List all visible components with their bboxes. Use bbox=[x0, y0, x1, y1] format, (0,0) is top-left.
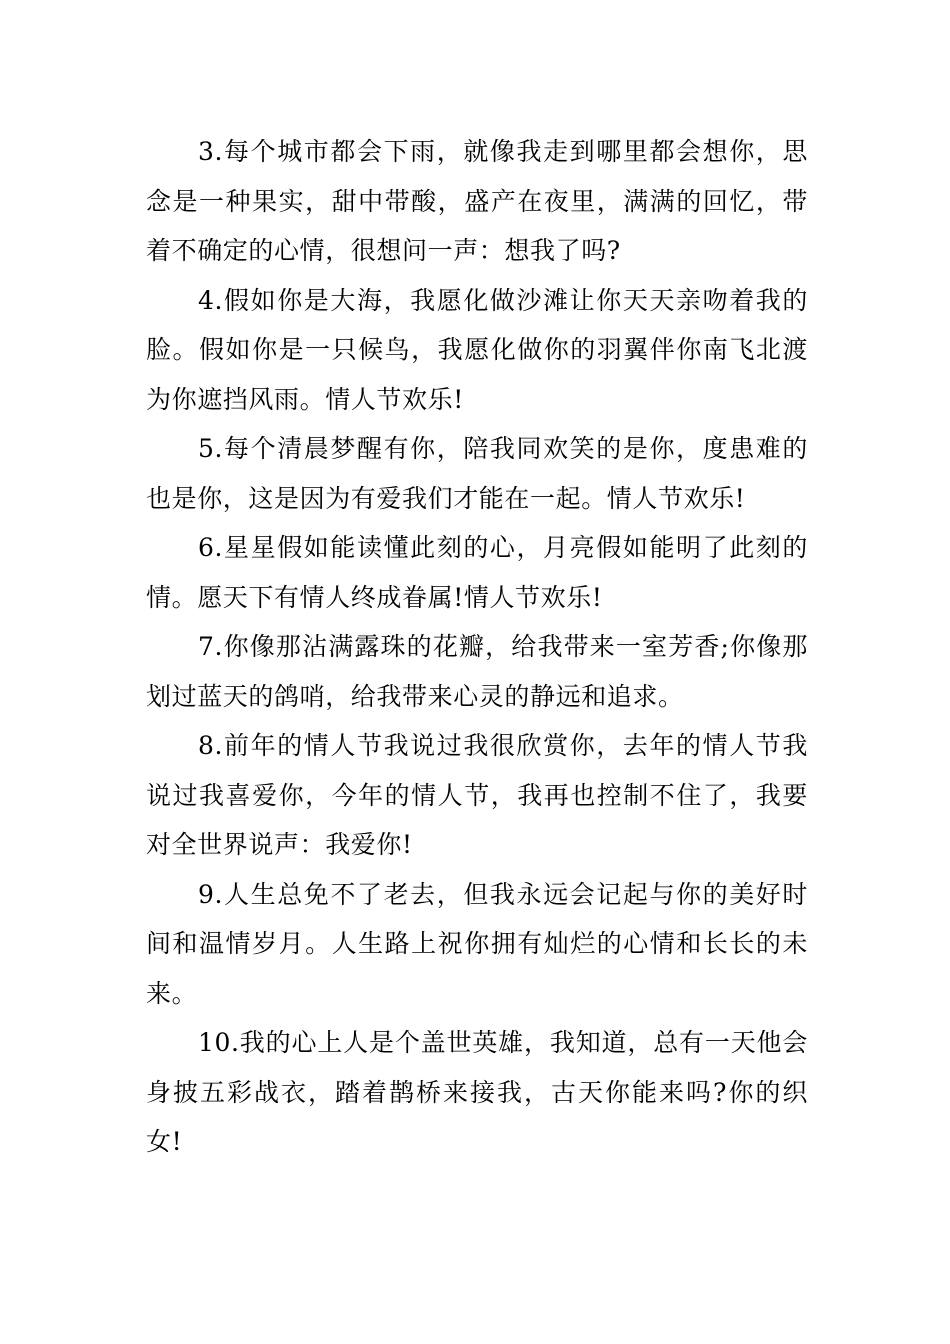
paragraph-10: 10.我的心上人是个盖世英雄，我知道，总有一天他会身披五彩战衣，踏着鹊桥来接我，古天你能来吗?你的织女! bbox=[146, 1028, 808, 1156]
paragraph-3: 3.每个城市都会下雨，就像我走到哪里都会想你，思念是一种果实，甜中带酸，盛产在夜里，满满的回忆，带着不确定的心情，很想问一声：想我了吗? bbox=[146, 137, 808, 265]
paragraph-9: 9.人生总免不了老去，但我永远会记起与你的美好时间和温情岁月。人生路上祝你拥有灿烂的心情和长长的未来。 bbox=[146, 879, 808, 1008]
paragraph-5: 5.每个清晨梦醒有你，陪我同欢笑的是你，度患难的也是你，这是因为有爱我们才能在一起。情人节欢乐! bbox=[146, 434, 808, 513]
document-body bbox=[146, 127, 808, 1167]
paragraph-4: 4.假如你是大海，我愿化做沙滩让你天天亲吻着我的脸。假如你是一只候鸟，我愿化做你的羽翼伴你南飞北渡为你遮挡风雨。情人节欢乐! bbox=[146, 285, 808, 414]
paragraph-6: 6.星星假如能读懂此刻的心，月亮假如能明了此刻的情。愿天下有情人终成眷属!情人节欢乐! bbox=[146, 533, 808, 612]
paragraph-8: 8.前年的情人节我说过我很欣赏你，去年的情人节我说过我喜爱你，今年的情人节，我再也控制不住了，我要对全世界说声：我爱你! bbox=[146, 731, 808, 859]
paragraph-7: 7.你像那沾满露珠的花瓣，给我带来一室芳香;你像那划过蓝天的鸽哨，给我带来心灵的静远和追求。 bbox=[146, 632, 808, 711]
